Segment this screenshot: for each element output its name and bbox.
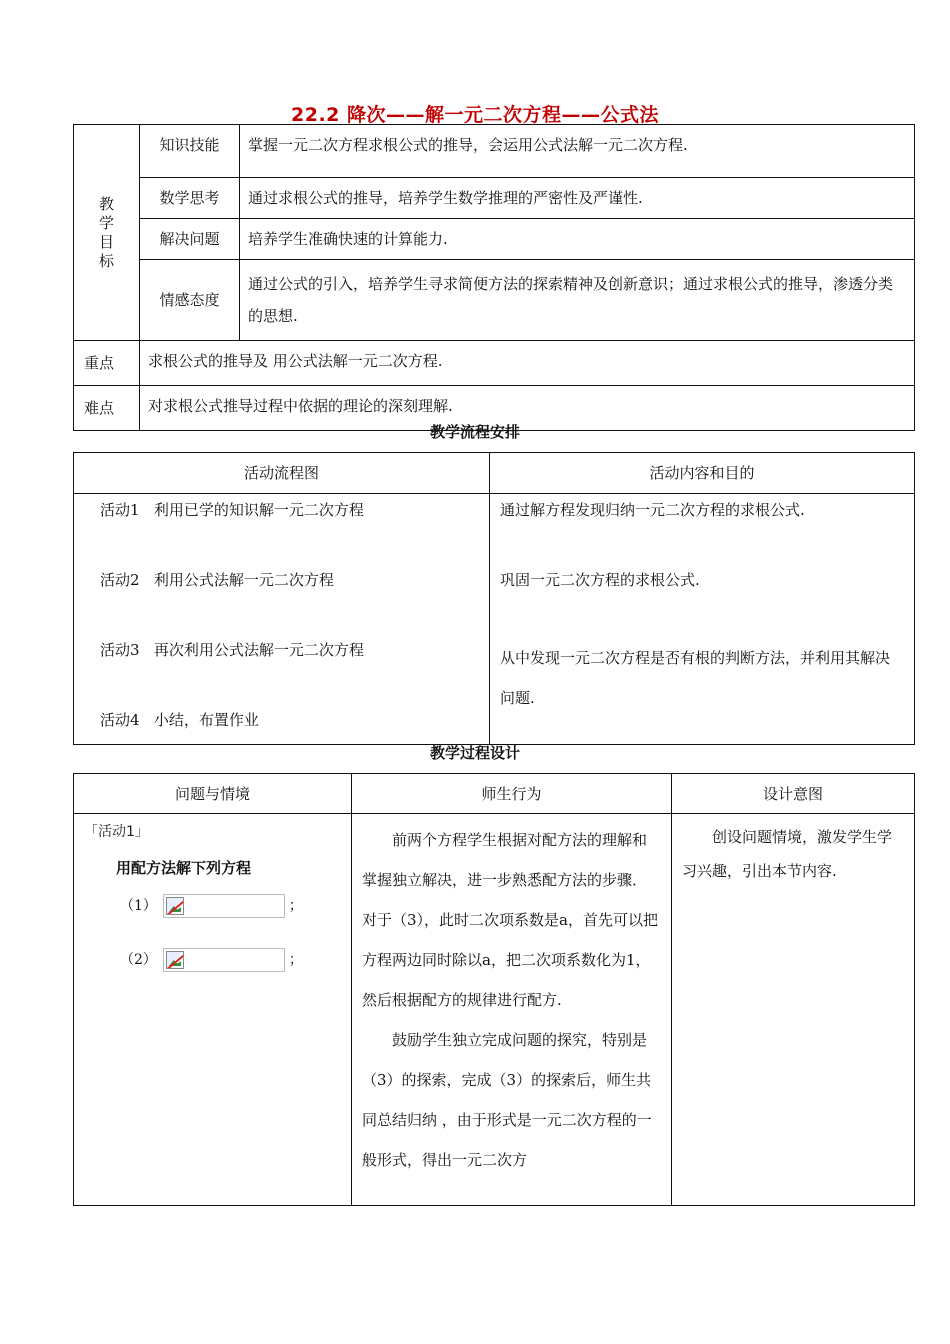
broken-image-icon — [166, 951, 184, 969]
teaching-goals-table — [73, 124, 915, 431]
goal-label: 情感态度 — [140, 260, 240, 341]
flow-section-title: 教学流程安排 — [429, 423, 520, 441]
difficulty-label: 难点 — [74, 386, 140, 431]
goal-text: 培养学生准确快速的计算能力. — [240, 219, 915, 260]
key-point-label: 重点 — [74, 341, 140, 386]
process-col-header: 设计意图 — [672, 774, 915, 814]
goal-label: 知识技能 — [140, 125, 240, 178]
key-point-text: 求根公式的推导及 用公式法解一元二次方程. — [140, 341, 915, 386]
activity-list — [74, 494, 490, 745]
process-col-header: 师生行为 — [352, 774, 672, 814]
equation-2: （2） ； — [84, 948, 341, 972]
design-intent-cell — [672, 814, 915, 1206]
flow-table — [73, 452, 915, 745]
flow-col-header: 活动内容和目的 — [490, 453, 915, 494]
teacher-student-cell — [352, 814, 672, 1206]
difficulty-text: 对求根公式推导过程中依据的理论的深刻理解. — [140, 386, 915, 431]
process-col-header: 问题与情境 — [74, 774, 352, 814]
teacher-paragraph: 鼓励学生独立完成问题的探究，特别是（3）的探索，完成（3）的探索后，师生共同总结归纳 ，由于形式是一元二次方程的一般形式，得出一元二次方 — [362, 1031, 652, 1169]
goal-text: 通过公式的引入，培养学生寻求简便方法的探索精神及创新意识；通过求根公式的推导，渗透分类的思想. — [240, 260, 915, 341]
activity-tag: 「活动1」 — [84, 824, 149, 840]
goal-label: 数学思考 — [140, 178, 240, 219]
equation-image — [163, 894, 285, 918]
broken-image-icon — [166, 897, 184, 915]
design-intent-text: 创设问题情境，激发学生学习兴趣，引出本节内容. — [682, 828, 893, 880]
goal-text: 掌握一元二次方程求根公式的推导，会运用公式法解一元二次方程. — [240, 125, 915, 178]
flow-col-header: 活动流程图 — [74, 453, 490, 494]
purpose-item: 从中发现一元二次方程是否有根的判断方法，并利用其解决问题. — [500, 649, 891, 707]
teacher-paragraph: 前两个方程学生根据对配方法的理解和掌握独立解决，进一步熟悉配方法的步骤．对于（3），此时二次项系数是a，首先可以把方程两边同时除以a，把二次项系数化为1，然后根据配方的规律进行配方. — [362, 831, 658, 1009]
purpose-item: 巩固一元二次方程的求根公式. — [500, 571, 700, 589]
activity-item: 活动3 再次利用公式法解一元二次方程 — [100, 641, 364, 659]
activity-item: 活动4 小结，布置作业 — [100, 711, 259, 729]
activity-item: 活动2 利用公式法解一元二次方程 — [100, 571, 334, 589]
process-section-title: 教学过程设计 — [429, 744, 520, 762]
page-title: 22.2 降次——解一元二次方程——公式法 — [291, 104, 659, 126]
problem-cell — [74, 814, 352, 1206]
problem-heading: 用配方法解下列方程 — [116, 859, 252, 877]
purpose-item: 通过解方程发现归纳一元二次方程的求根公式. — [500, 501, 805, 519]
equation-1: （1） ； — [84, 894, 341, 918]
goal-text: 通过求根公式的推导，培养学生数学推理的严密性及严谨性. — [240, 178, 915, 219]
purpose-list — [490, 494, 915, 745]
process-table — [73, 773, 915, 1206]
activity-item: 活动1 利用已学的知识解一元二次方程 — [100, 501, 364, 519]
equation-image — [163, 948, 285, 972]
goal-label: 解决问题 — [140, 219, 240, 260]
teaching-goals-label: 教 学 目 标 — [74, 125, 140, 341]
